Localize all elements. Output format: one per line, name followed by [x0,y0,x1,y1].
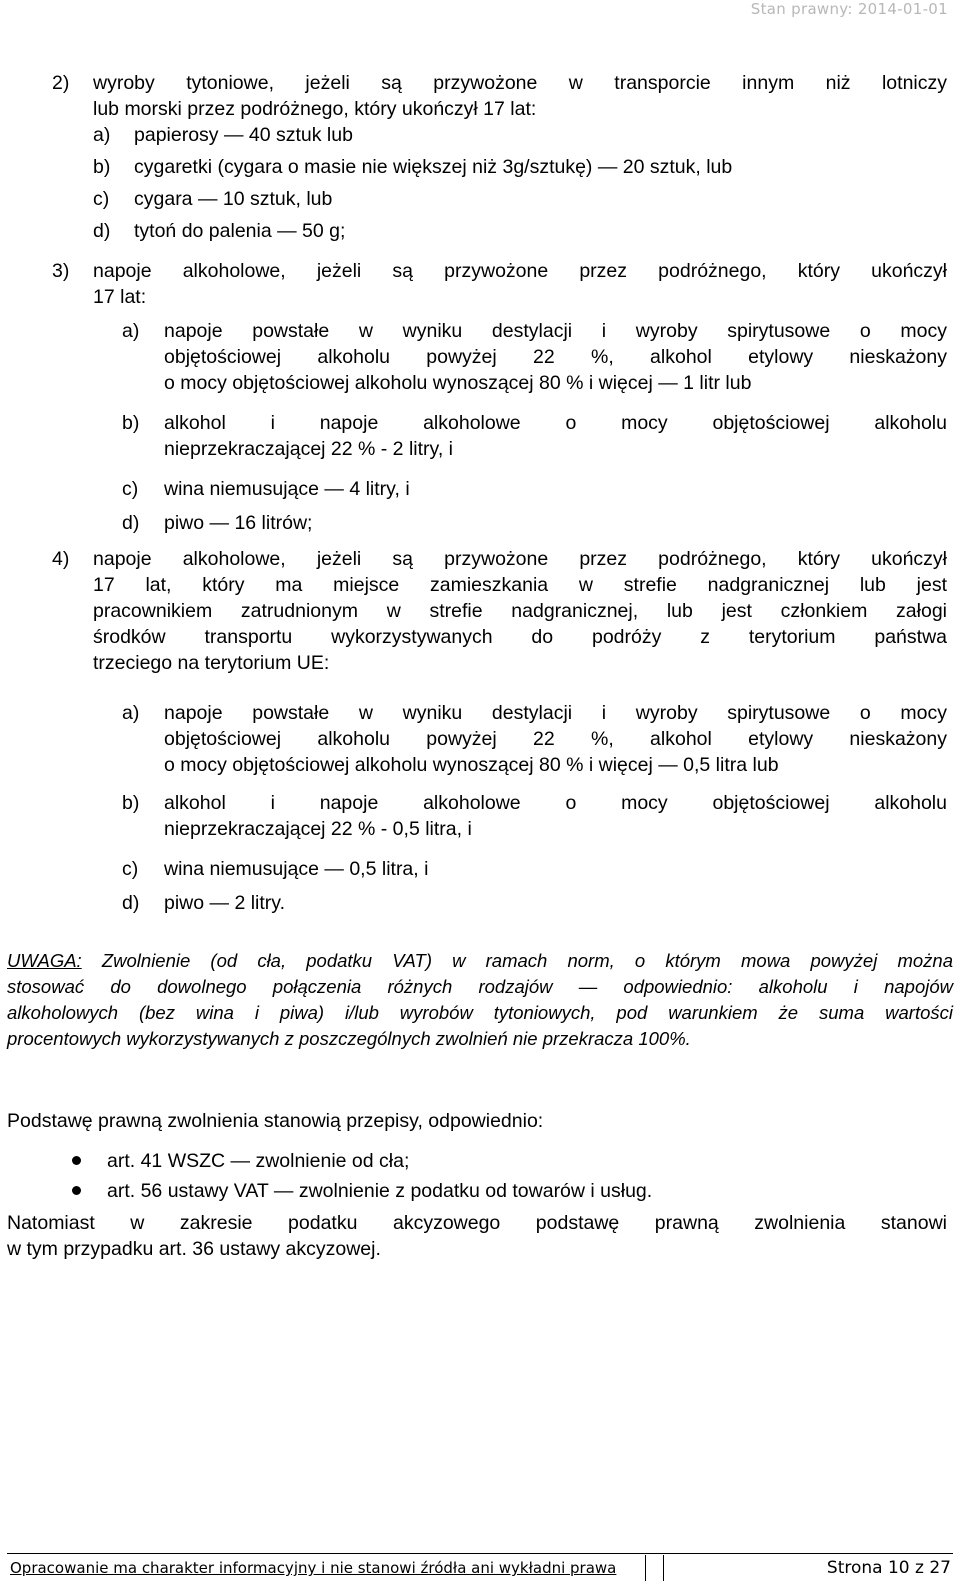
item-text-line: środków transportu wykorzystywanych do podróży z terytorium państwa [93,626,947,648]
legal-status-header: Stan prawny: 2014-01-01 [750,0,948,18]
note-paragraph: UWAGA: Zwolnienie (od cła, podatku VAT) w ramach norm, o którym mowa powyżej można stosować do dowolnego połączenia różnych rodzajów — odpowiednio: alkoholu i napojów alkoholowych (bez wina i piwa) i/lub wyrobów tytoniowych, pod warunkiem że suma wartości procentowych wykorzystywanych z poszczególnych zwolnień nie przekracza 100%. [7,950,953,1049]
bullet-icon [72,1186,81,1195]
item-number: 4) [52,548,70,570]
item-number: 3) [52,260,70,282]
item-text-line: napoje alkoholowe, jeżeli są przywożone przez podróżnego, który ukończył [93,548,947,570]
legal-basis-bullet: art. 56 ustawy VAT — zwolnienie z podatku od towarów i usług. [107,1180,653,1202]
item-number: 2) [52,72,70,94]
page-number: Strona 10 z 27 [826,1558,951,1578]
item-text-line: napoje alkoholowe, jeżeli są przywożone przez podróżnego, który ukończył [93,260,947,282]
footer-divider [663,1555,764,1581]
item-text-line: lub morski przez podróżnego, który ukończył 17 lat: [93,98,537,120]
item-text-line: wyroby tytoniowe, jeżeli są przywożone w transporcie innym niż lotniczy [93,72,947,94]
footer-disclaimer: Opracowanie ma charakter informacyjny i nie stanowi źródła ani wykładni prawa [7,1555,646,1581]
item-text-line: pracownikiem zatrudnionym w strefie nadgranicznej, lub jest członkiem załogi [93,600,947,622]
item-text-line: trzeciego na terytorium UE: [93,652,330,674]
legal-basis-bullet: art. 41 WSZC — zwolnienie od cła; [107,1150,410,1172]
legal-basis-intro: Podstawę prawną zwolnienia stanowią przepisy, odpowiednio: [7,1110,544,1132]
document-page: Stan prawny: 2014-01-01 2) wyroby tytoniowe, jeżeli są przywożone w transporcie innym niż lotniczy lub morski przez podróżnego, który ukończył 17 lat: a) papierosy — 40 sztuk lub b) cygaretki (cygara o masie nie większej niż 3g/sztukę) — 20 sztuk, lub c) cygara — 10 sztuk, lub d) tytoń do palenia — 50 g; 3) napoje alkoholowe, jeżeli są przywożone przez podróżnego, który ukończył 17 lat: a) napoje powstałe w wyniku destylacji i wyroby spirytusowe o mocy objętościowej alkoholu powyżej 22 %, alkohol etylowy nieskażony o mocy objętościowej alkoholu wynoszącej 80 % i więcej — 1 litr lub b) alkohol i napoje alkoholowe o mocy objętościowej alkoholu nieprzekraczającej 22 % - 2 litry, i c) wina niemusujące — 4 litry, i d) piwo — 16 litrów; 4) napoje alkoholowe, jeżeli są przywożone przez podróżnego, który ukończył 17 lat, który ma miejsce zamieszkania w strefie nadgranicznej lub jest pracownikiem zatrudnionym w strefie nadgranicznej, lub jest członkiem załogi środków transportu wykorzystywanych do podróży z terytorium państwa trzeciego na terytorium UE: a) napoje powstałe w wyniku destylacji i wyroby spirytusowe o mocy objętościowej alkoholu powyżej 22 %, alkohol etylowy nieskażony o mocy objętościowej alkoholu wynoszącej 80 % i więcej — 0,5 litra lub b) alkohol i napoje alkoholowe o mocy objętościowej alkoholu nieprzekraczającej 22 % - 0,5 litra, i c) wina niemusujące — 0,5 litra, i d) piwo — 2 litry. UWAGA: Zwolnienie (od cła, podatku VAT) w ramach norm, o którym mowa powyżej można stosować do dowolnego połączenia różnych rodzajów — odpowiednio: alkoholu i napojów alkoholowych (bez wina i piwa) i/lub wyrobów tytoniowych, pod warunkiem że suma wartości procentowych wykorzystywanych z poszczególnych zwolnień nie przekracza 100%. Podstawę prawną zwolnienia stanowią przepisy, odpowiednio: art. 41 WSZC — zwolnienie od cła; art. 56 ustawy VAT — zwolnienie z podatku od towarów i usług. Natomiast w zakresie podatku akcyzowego podstawę prawną zwolnienia stanowi w tym przypadku art. 36 ustawy akcyzowej. Opracowanie ma charakter informacyjny i nie stanowi źródła ani wykładni prawa Strona 10 z 27 [0,0,960,1585]
legal-closing-paragraph: Natomiast w zakresie podatku akcyzowego podstawę prawną zwolnienia stanowi w tym przypadku art. 36 ustawy akcyzowej. [7,1212,947,1260]
bullet-icon [72,1156,81,1165]
note-label: UWAGA: [7,950,82,971]
page-footer [7,1553,953,1583]
item-text-line: 17 lat: [93,286,147,308]
item-text-line: 17 lat, który ma miejsce zamieszkania w strefie nadgranicznej lub jest [93,574,947,596]
footer-rule [7,1553,953,1554]
